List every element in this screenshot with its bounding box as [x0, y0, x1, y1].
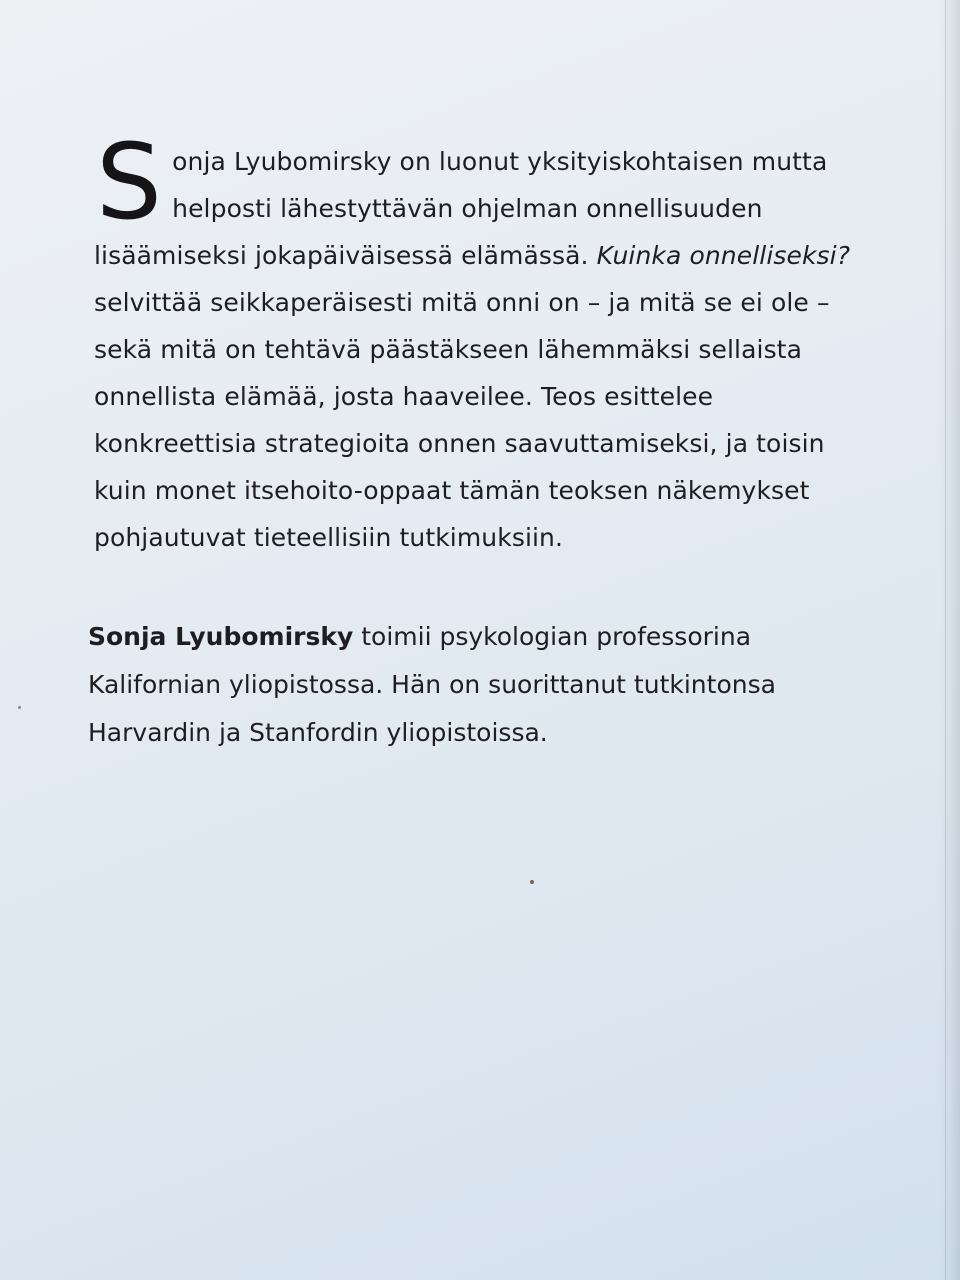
- author-bio-text: toimii psykologian professorina Kalifornian yliopistossa. Hän on suorittanut tutkintonsa Harvardin ja Stanfordin yliopistoissa.: [88, 622, 776, 747]
- author-name: Sonja Lyubomirsky: [88, 622, 354, 651]
- description-text-body: selvittää seikkaperäisesti mitä onni on – ja mitä se ei ole – sekä mitä on tehtävä päästäkseen lähemmäksi sellaista onnellista elämää, josta haaveilee. Teos esittelee konkreettisia strategioita onnen saavuttamiseksi, ja toisin kuin monet itsehoito-oppaat tämän teoksen näkemykset pohjautuvat tieteellisiin tutkimuksiin.: [94, 288, 830, 552]
- drop-cap: S: [96, 121, 163, 243]
- book-title-italic: Kuinka onnelliseksi?: [596, 241, 851, 270]
- book-description: [94, 121, 864, 561]
- cover-edge-shadow: [938, 0, 960, 1280]
- cover-fold-line: [945, 0, 946, 1280]
- paper-speck: [18, 706, 21, 709]
- description-text-intro: onja Lyubomirsky on luonut yksityiskohtaisen mutta helposti lähestyttävän ohjelman onnellisuuden lisäämiseksi jokapäiväisessä elämässä.: [94, 147, 828, 270]
- paper-speck: [530, 880, 534, 884]
- author-bio: [88, 613, 868, 757]
